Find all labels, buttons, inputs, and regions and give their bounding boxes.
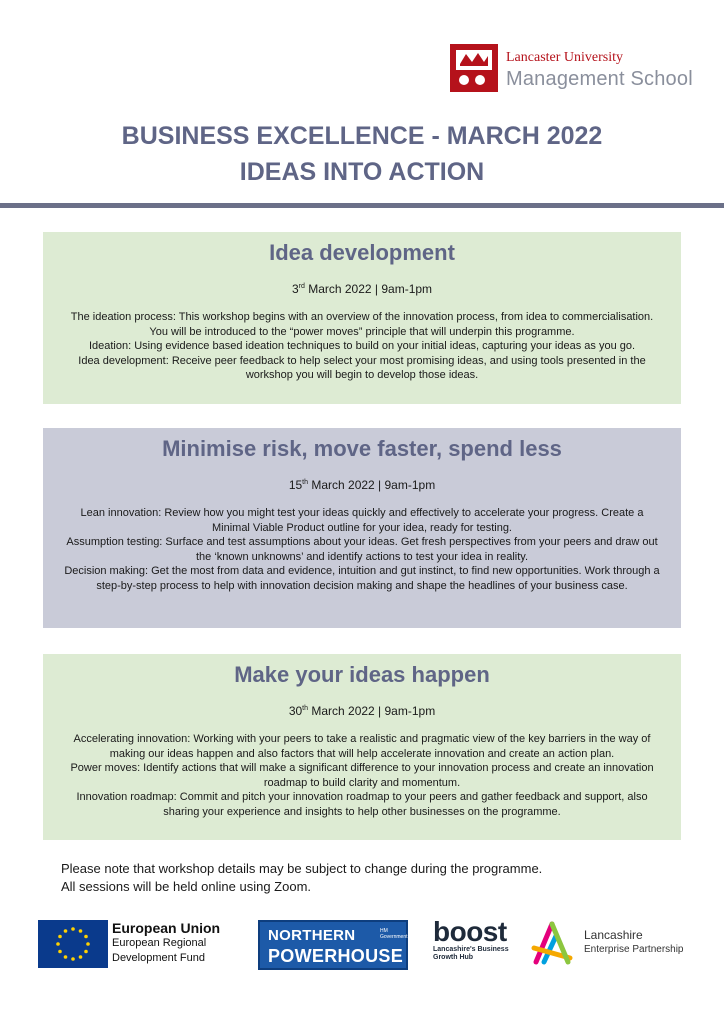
body-line: Ideation: Using evidence based ideation techniques to build on your initial ideas, capturing your ideas as you go. xyxy=(88,340,636,353)
date-time: March 2022 | 9am-1pm xyxy=(308,478,436,492)
eu-line-1: European Regional xyxy=(112,937,207,949)
date-day: 3 xyxy=(291,282,299,296)
date-suffix: th xyxy=(302,479,309,486)
np-line-1: NORTHERN xyxy=(268,927,356,944)
title-line-2: IDEAS INTO ACTION xyxy=(239,158,485,186)
boost-sub-2: Growth Hub xyxy=(433,954,474,961)
section-date xyxy=(43,282,681,296)
eu-funding-logo xyxy=(112,920,220,966)
body-line: Lean innovation: Review how you might test your ideas quickly and effectively to accelerate your progress. Create a Minimal Viable Product outline for your idea, ready for testing. xyxy=(80,507,644,534)
workshop-section-idea-development xyxy=(43,232,681,404)
date-suffix: th xyxy=(302,705,309,712)
body-line: Innovation roadmap: Commit and pitch your innovation roadmap to your peers and gather feedback and support, also sharing your experience and insights to help other businesses on the programme. xyxy=(76,791,648,818)
body-line: The ideation process: This workshop begins with an overview of the innovation process, from idea to commercialisation. You will be introduced to the “power moves” principle that will underpin this programme. xyxy=(70,311,654,338)
page-title xyxy=(0,118,724,190)
section-date xyxy=(43,478,681,492)
body-line: Accelerating innovation: Working with your peers to take a realistic and pragmatic view of the key barriers in the way of making our ideas happen and also factors that will help accelerate innovation and create an action plan. xyxy=(73,733,651,760)
eu-title: European Union xyxy=(112,920,221,936)
programme-note xyxy=(61,860,542,896)
body-line: Power moves: Identify actions that will make a significant difference to your innovation process and create an innovation roadmap to build clarity and momentum. xyxy=(70,762,654,789)
section-body xyxy=(43,506,681,594)
lancaster-crest-icon xyxy=(450,44,498,92)
boost-sub-1: Lancashire's Business xyxy=(433,946,509,953)
date-time: March 2022 | 9am-1pm xyxy=(304,282,433,296)
date-suffix: rd xyxy=(298,283,305,290)
lancaster-university-logo xyxy=(450,44,700,100)
note-line-2: All sessions will be held online using Zoom. xyxy=(61,879,312,894)
lep-line-2: Enterprise Partnership xyxy=(584,944,684,955)
date-time: March 2022 | 9am-1pm xyxy=(308,704,436,718)
university-name: Lancaster University xyxy=(506,50,624,65)
school-name: Management School xyxy=(506,68,693,90)
body-line: Assumption testing: Surface and test assumptions about your ideas. Get fresh perspectives from your peers and draw out the ‘known unknowns’ and identify actions to test your idea in reality. xyxy=(66,536,658,563)
section-body xyxy=(43,732,681,820)
body-line: Decision making: Get the most from data and evidence, intuition and gut instinct, to find new opportunities. Work through a step-by-step process to help with innovation decision making and shape the headlines of your business case. xyxy=(64,565,660,592)
title-line-1: BUSINESS EXCELLENCE - MARCH 2022 xyxy=(121,122,603,150)
title-divider xyxy=(0,203,724,208)
section-heading: Minimise risk, move faster, spend less xyxy=(162,436,562,461)
date-day: 30 xyxy=(288,704,303,718)
hm-government-mark: HM Government xyxy=(380,928,408,940)
section-heading: Make your ideas happen xyxy=(234,662,490,687)
boost-wordmark: boost xyxy=(433,916,507,947)
section-date xyxy=(43,704,681,718)
eu-line-2: Development Fund xyxy=(112,952,205,964)
date-day: 15 xyxy=(288,478,303,492)
np-line-2: POWERHOUSE xyxy=(268,946,404,966)
lep-line-1: Lancashire xyxy=(584,928,643,942)
workshop-section-make-ideas-happen xyxy=(43,654,681,840)
lep-mark-icon xyxy=(530,918,578,966)
northern-powerhouse-logo xyxy=(258,920,408,970)
eu-flag-icon xyxy=(38,920,108,968)
workshop-section-minimise-risk xyxy=(43,428,681,628)
section-body xyxy=(43,310,681,383)
boost-logo xyxy=(433,918,509,962)
note-line-1: Please note that workshop details may be subject to change during the programme. xyxy=(61,861,543,876)
section-heading: Idea development xyxy=(269,240,455,265)
body-line: Idea development: Receive peer feedback to help select your most promising ideas, and using tools presented in the workshop you will begin to develop those ideas. xyxy=(78,354,646,382)
